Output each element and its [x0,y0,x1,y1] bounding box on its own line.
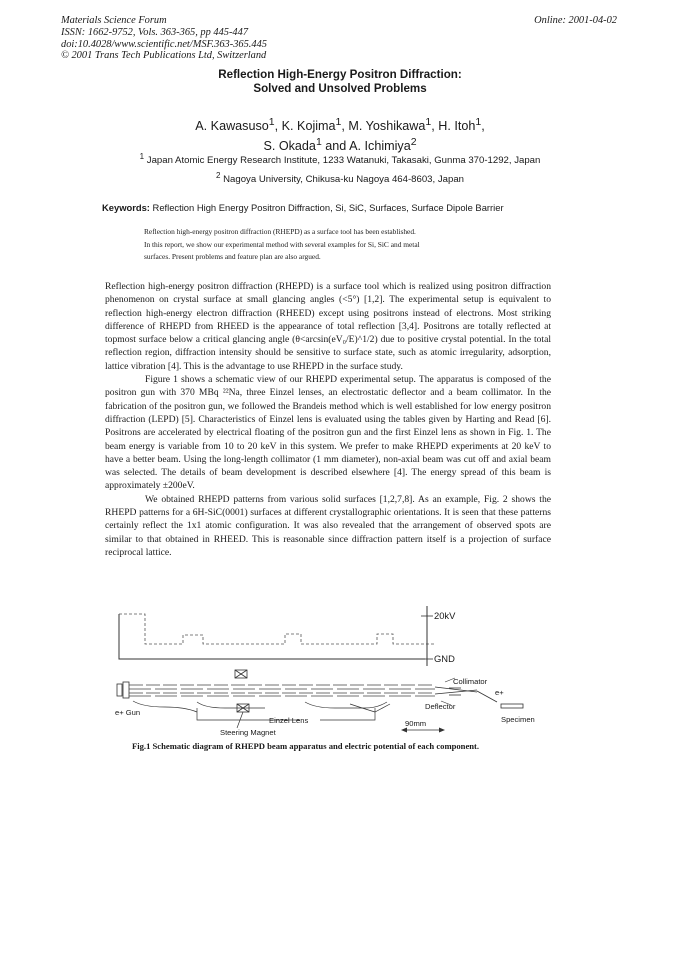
issn-line: ISSN: 1662-9752, Vols. 363-365, pp 445-447 [61,26,249,38]
title-line-1: Reflection High-Energy Positron Diffraction: [218,68,462,81]
author-name: S. Okada [263,139,316,154]
affiliation-mark: 1 [425,116,432,128]
einzel-lens-bracket-3 [305,702,387,708]
affiliation-mark: 1 [315,136,322,149]
paragraph-2: Figure 1 shows a schematic view of our RHEPD experimental setup. The apparatus is composed of the positron gun with 370 MBq ²²Na, three Einzel lenses, an electrostatic deflector and a beam collimator. In the fabrication of the positron gun, we followed the Brandeis method which is well established for low energy positron diffraction (LEPD) [5]. Characteristics of Einzel lens is evaluated using the tables given by Harting and Read [6]. Positrons are accelerated by electrical floating of the positron gun and the first Einzel lens as shown in Fig. 1. The beam energy is variable from 10 to 20 keV in this system. We prefer to make RHEPD experiments at 20 keV to have a better beam. Using the long-length collimator (1 mm diameter), non-axial beam was cut off and axial beam was selected. The details of beam development is described elsewhere [4]. The energy spread of this beam is approximately ±200eV. [105,374,551,492]
potential-high-level [119,614,435,644]
figure-caption: Fig.1 Schematic diagram of RHEPD beam apparatus and electric potential of each component. [132,741,480,751]
figure-1-diagram [105,604,555,744]
affiliation-1 [80,150,600,169]
separator: , [274,119,279,134]
affiliation-mark: 1 [335,116,342,128]
specimen-block [501,704,523,708]
affiliation-mark: 1 [139,152,145,161]
label-collimator: Collimator [453,677,488,686]
affiliation-text: Nagoya University, Chikusa-ku Nagoya 464-8603, Japan [223,173,464,185]
einzel-lens-bracket-1 [133,701,197,712]
journal-header [61,15,617,62]
separator: , [481,119,485,134]
author-line-1 [90,114,590,134]
label-gnd: GND [434,653,455,664]
paper-title [100,68,580,96]
author-list [90,114,590,154]
title-line-2: Solved and Unsolved Problems [253,82,427,95]
author-name: M. Yoshikawa [348,119,426,134]
separator: , [341,119,345,134]
paragraph-3: We obtained RHEPD patterns from various solid surfaces [1,2,7,8]. As an example, Fig. 2 shows the RHEPD patterns for a 6H-SiC(0001) surfaces at different crystallographic orientations. It is seen that these patterns certainly reflect the 1x1 atomic configuration. It was also revealed that the arrangement of observed spots are similar to that obtained in RHEED. This is reasonable since diffraction pattern itself is a projection of surface reciprocal lattice. [105,493,551,558]
author-name: A. Ichimiya [349,139,411,154]
label-gun: e+ Gun [115,708,141,717]
keywords-label: Keywords: [102,202,150,213]
affiliation-mark: 2 [216,170,221,180]
abstract-line: In this report, we show our experimental method with several examples for Si, SiC and metal [144,239,420,249]
affiliation-2 [80,169,600,188]
keywords [102,202,602,214]
label-scale: 90mm [405,719,427,728]
author-name: H. Itoh [438,119,476,134]
positron-gun-block [117,682,129,698]
affiliations [80,150,600,187]
affiliation-text: Japan Atomic Energy Research Institute, 1233 Watanuki, Takasaki, Gunma 370-1292, Japan [146,155,541,167]
affiliation-mark: 1 [475,116,482,128]
label-specimen: Specimen [501,715,535,724]
abstract [144,226,524,264]
abstract-line: surfaces. Present problems and feature plan are also argued. [144,252,321,262]
beamline [129,685,435,696]
label-deflector: Deflector [425,702,456,711]
conjunction: and [325,139,347,154]
abstract-line: Reflection high-energy positron diffraction (RHEPD) as a surface tool has been established. [144,227,416,236]
paragraph-1: Reflection high-energy positron diffraction (RHEPD) is a surface tool which is realized using positron diffraction phenomenon on crystal surface at small glancing angles (<5°) [1,2]. The experimental setup is equivalent to reflection high-energy electron diffraction (RHEED) except using positrons instead of electrons. Most striking difference of RHEPD from RHEED is the appearance of total reflection [3,4]. Positrons are totally reflected at topmost surface below a critical glancing angle (θ<arcsin(eV₀/E)^1/2) due to positive crystal potential. In the total reflection region, diffraction intensity should be sensitive to surface state, such as atomic irregularity, adsorption, lattice vibration [4]. This is the advantage to use RHEPD in the surface study. [105,281,551,372]
label-20kv: 20kV [434,610,456,621]
online-date: Online: 2001-04-02 [534,15,617,26]
magnet-symbol-top [235,670,247,678]
doi-line[interactable]: doi:10.4028/www.scientific.net/MSF.363-365.445 [61,38,267,50]
einzel-lens-bracket-2 [197,702,265,708]
label-positron: e+ [495,688,504,697]
journal-name: Materials Science Forum [61,15,167,26]
scale-arrow [401,728,445,733]
author-name: A. Kawasuso [195,119,269,134]
label-einzel-lens: Einzel Lens [269,716,309,725]
potential-profile [119,614,425,659]
body-text [105,280,551,559]
copyright-line: © 2001 Trans Tech Publications Ltd, Switzerland [61,50,267,62]
separator: , [431,119,435,134]
apparatus-schematic [105,604,555,744]
label-steering-magnet: Steering Magnet [220,728,276,737]
author-name: K. Kojima [281,119,336,134]
keywords-text: Reflection High Energy Positron Diffraction, Si, SiC, Surfaces, Surface Dipole Barrier [152,202,504,213]
affiliation-mark: 1 [268,116,275,128]
affiliation-mark: 2 [410,136,417,149]
